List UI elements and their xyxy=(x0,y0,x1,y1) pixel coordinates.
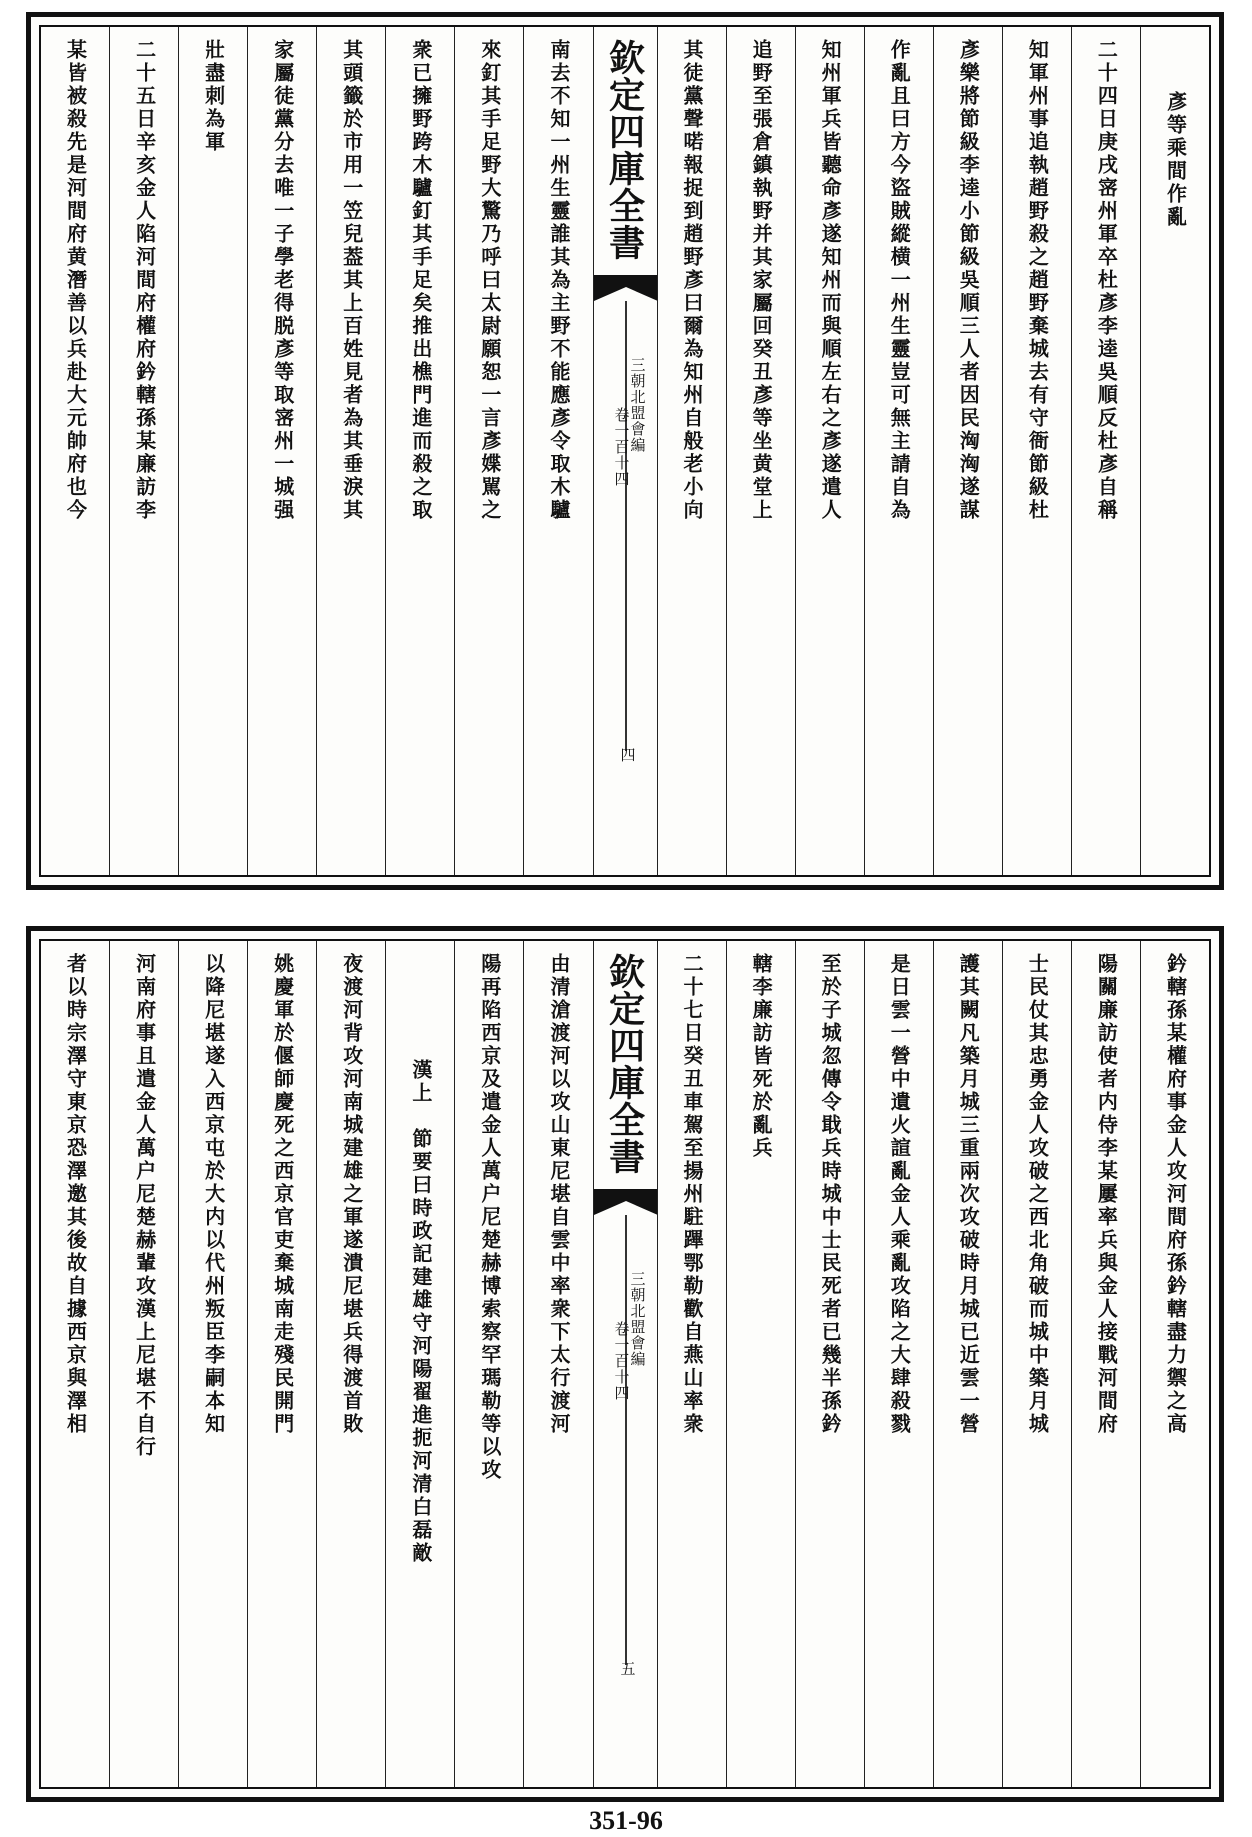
column-text: 轄李廉訪皆死於亂兵 xyxy=(749,953,774,1160)
text-column xyxy=(523,941,592,1787)
text-column xyxy=(247,941,316,1787)
column-text: 追野至張倉鎮執野并其家屬回癸丑彥等坐黄堂上 xyxy=(749,39,774,522)
column-text: 夜渡河背攻河南城建雄之軍遂潰尼堪兵得渡首敗 xyxy=(339,953,364,1436)
text-column xyxy=(247,27,316,875)
column-text: 壯盡刺為軍 xyxy=(201,39,226,154)
column-text: 作亂且曰方今盜賊縱横一州生靈豈可無主請自為 xyxy=(887,39,912,522)
column-text: 鈐轄孫某權府事金人攻河間府孫鈐轄盡力禦之高 xyxy=(1163,953,1188,1436)
text-column xyxy=(316,941,385,1787)
text-column xyxy=(385,941,454,1787)
column-text: 家屬徒黨分去唯一子學老得脱彥等取宻州一城强 xyxy=(270,39,295,522)
column-text: 來釘其手足野大驚乃呼曰太尉願恕一言彥媟駡之 xyxy=(477,39,502,522)
text-column xyxy=(726,27,795,875)
bottom-page-frame xyxy=(39,939,1211,1789)
text-column xyxy=(657,941,726,1787)
text-column xyxy=(864,941,933,1787)
volume-label: 卷一百十四 xyxy=(612,407,631,487)
top-page-frame xyxy=(39,25,1211,877)
text-column xyxy=(1140,941,1209,1787)
center-fold-column xyxy=(593,941,657,1787)
column-text: 至於子城忽傳令戢兵時城中士民死者已幾半孫鈐 xyxy=(818,953,843,1436)
column-text: 陽再陷西京及遣金人萬户尼楚赫博索察罕瑪勒等以攻 xyxy=(477,953,502,1482)
column-text: 護其闕凡築月城三重兩次攻破時月城已近雲一營 xyxy=(956,953,981,1436)
column-text: 彥樂將節級李逵小節級吳順三人者因民洶洶遂謀 xyxy=(956,39,981,522)
text-column xyxy=(109,27,178,875)
text-column xyxy=(316,27,385,875)
column-text: 漢上 節要曰時政記建雄守河陽翟進扼河清白磊敵 xyxy=(408,1059,433,1565)
column-text: 以降尼堪遂入西京屯於大内以代州叛臣李嗣本知 xyxy=(201,953,226,1436)
page-number: 四 xyxy=(618,747,637,762)
text-column xyxy=(933,941,1002,1787)
text-column xyxy=(795,941,864,1787)
text-column xyxy=(454,27,523,875)
text-column xyxy=(178,27,247,875)
column-text: 彥等乘間作亂 xyxy=(1163,91,1188,229)
column-text: 者以時宗澤守東京恐澤邀其後故自據西京與澤相 xyxy=(63,953,88,1436)
column-text: 二十五日辛亥金人陷河間府權府鈐轄孫某廉訪李 xyxy=(132,39,157,522)
footer-page-label: 351-96 xyxy=(589,1806,663,1835)
column-text: 知州軍兵皆聽命彥遂知州而與順左右之彥遂遣人 xyxy=(818,39,843,522)
fishtail-mark-icon xyxy=(594,275,657,301)
column-text: 二十四日庚戌宻州軍卒杜彥李逵吳順反杜彥自稱 xyxy=(1094,39,1119,522)
text-column xyxy=(1071,941,1140,1787)
bottom-page xyxy=(26,926,1224,1802)
top-page xyxy=(26,12,1224,890)
text-column xyxy=(933,27,1002,875)
column-text: 二十七日癸丑車駕至揚州駐蹕鄂勒歡自燕山率衆 xyxy=(680,953,705,1436)
text-column xyxy=(1140,27,1209,875)
column-text: 其頭籤於市用一笠兒葢其上百姓見者為其垂淚其 xyxy=(339,39,364,522)
center-rule xyxy=(625,1215,627,1665)
center-rule xyxy=(625,301,627,751)
text-column xyxy=(454,941,523,1787)
text-column xyxy=(109,941,178,1787)
fishtail-mark-icon xyxy=(594,1189,657,1215)
text-column xyxy=(178,941,247,1787)
text-column xyxy=(41,27,109,875)
text-column xyxy=(385,27,454,875)
column-text: 河南府事且遣金人萬户尼楚赫輩攻漢上尼堪不自行 xyxy=(132,953,157,1459)
column-text: 某皆被殺先是河間府黄潛善以兵赴大元帥府也今 xyxy=(63,39,88,522)
page-number: 五 xyxy=(618,1661,637,1676)
text-column xyxy=(726,941,795,1787)
collection-title: 欽定四庫全書 xyxy=(603,953,646,1175)
text-column xyxy=(523,27,592,875)
text-column xyxy=(41,941,109,1787)
text-column xyxy=(1071,27,1140,875)
center-fold-column xyxy=(593,27,657,875)
top-columns xyxy=(41,27,1209,875)
text-column xyxy=(864,27,933,875)
column-text: 南去不知一州生靈誰其為主野不能應彥令取木驢 xyxy=(546,39,571,522)
column-text: 姚慶軍於偃師慶死之西京官吏棄城南走殘民開門 xyxy=(270,953,295,1436)
bottom-columns xyxy=(41,941,1209,1787)
volume-label: 卷一百十四 xyxy=(612,1321,631,1401)
collection-title: 欽定四庫全書 xyxy=(603,39,646,261)
text-column xyxy=(795,27,864,875)
column-text: 其徒黨聲喏報捉到趙野彥曰爾為知州自般老小向 xyxy=(680,39,705,522)
column-text: 陽關廉訪使者内侍李某屢率兵與金人接戰河間府 xyxy=(1094,953,1119,1436)
text-column xyxy=(1002,941,1071,1787)
text-column xyxy=(1002,27,1071,875)
column-text: 衆已擁野跨木驢釘其手足矣推出樵門進而殺之取 xyxy=(408,39,433,522)
column-text: 是日雲一營中遺火諠亂金人乘亂攻陷之大肆殺戮 xyxy=(887,953,912,1436)
column-text: 知軍州事追執趙野殺之趙野棄城去有守衙節級杜 xyxy=(1025,39,1050,522)
book-title: 三朝北盟會編 xyxy=(628,1271,647,1367)
book-title: 三朝北盟會編 xyxy=(628,357,647,453)
column-text: 由清滄渡河以攻山東尼堪自雲中率衆下太行渡河 xyxy=(546,953,571,1436)
text-column xyxy=(657,27,726,875)
column-text: 士民仗其忠勇金人攻破之西北角破而城中築月城 xyxy=(1025,953,1050,1436)
